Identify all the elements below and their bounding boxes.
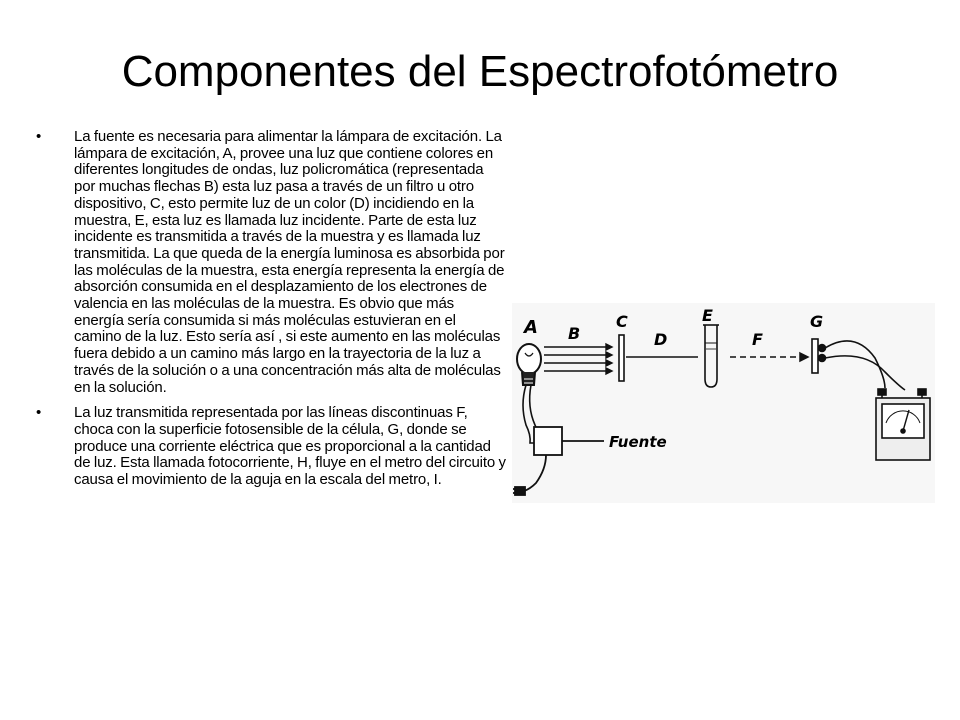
bullet-item	[36, 405, 506, 489]
label-c: C	[616, 312, 628, 331]
bullet-list	[36, 129, 506, 489]
spectrophotometer-diagram	[512, 303, 935, 503]
label-f: F	[752, 330, 763, 349]
label-a: A	[524, 317, 538, 338]
bullet-text: La luz transmitida representada por las líneas discontinuas F, choca con la superficie fotosensible de la célula, G, donde se produce una corriente eléctrica que es proporcional a la cantidad de luz. Esta llamada fotocorriente, H, fluye en el metro del circuito y causa el movimiento de la aguja en la escala del metro, I.	[74, 404, 506, 489]
meter-icon	[876, 389, 930, 460]
bullet-dot-icon: •	[36, 404, 42, 422]
label-g: G	[810, 312, 824, 331]
label-b: B	[568, 324, 581, 343]
filter-icon	[619, 335, 624, 381]
slide-title: Componentes del Espectrofotómetro	[121, 47, 839, 96]
bullet-item	[36, 129, 506, 396]
label-e: E	[702, 306, 713, 325]
label-d: D	[654, 330, 668, 349]
bullet-text: La fuente es necesaria para alimentar la lámpara de excitación. La lámpara de excitación, A, provee una luz que contiene colores en diferentes longitudes de ondas, luz policromática (representada por muchas flechas B) esta luz pasa a través de un filtro u otro dispositivo, C, esto permite luz de un color (D) incidiendo en la muestra, E, esta luz es llamada luz incidente. Parte de esta luz incidente es transmitida a través de la muestra y es llamada luz transmitida. La que queda de la energía luminosa es absorbida por las moléculas de la muestra, esta energía representa la energía de absorción consumida en el desplazamiento de los electrones de valencia en las moléculas de la muestra. Es obvio que más energía sería consumida si más moléculas estuvieran en el camino de la luz. Esto sería así , si este aumento en las moléculas fuera debido a un camino más largo en la trayectoria de la luz a través de la solución o a una concentración más alta de moléculas en la solución.	[74, 128, 505, 396]
label-fuente: Fuente	[609, 433, 667, 451]
bullet-dot-icon: •	[36, 128, 42, 145]
